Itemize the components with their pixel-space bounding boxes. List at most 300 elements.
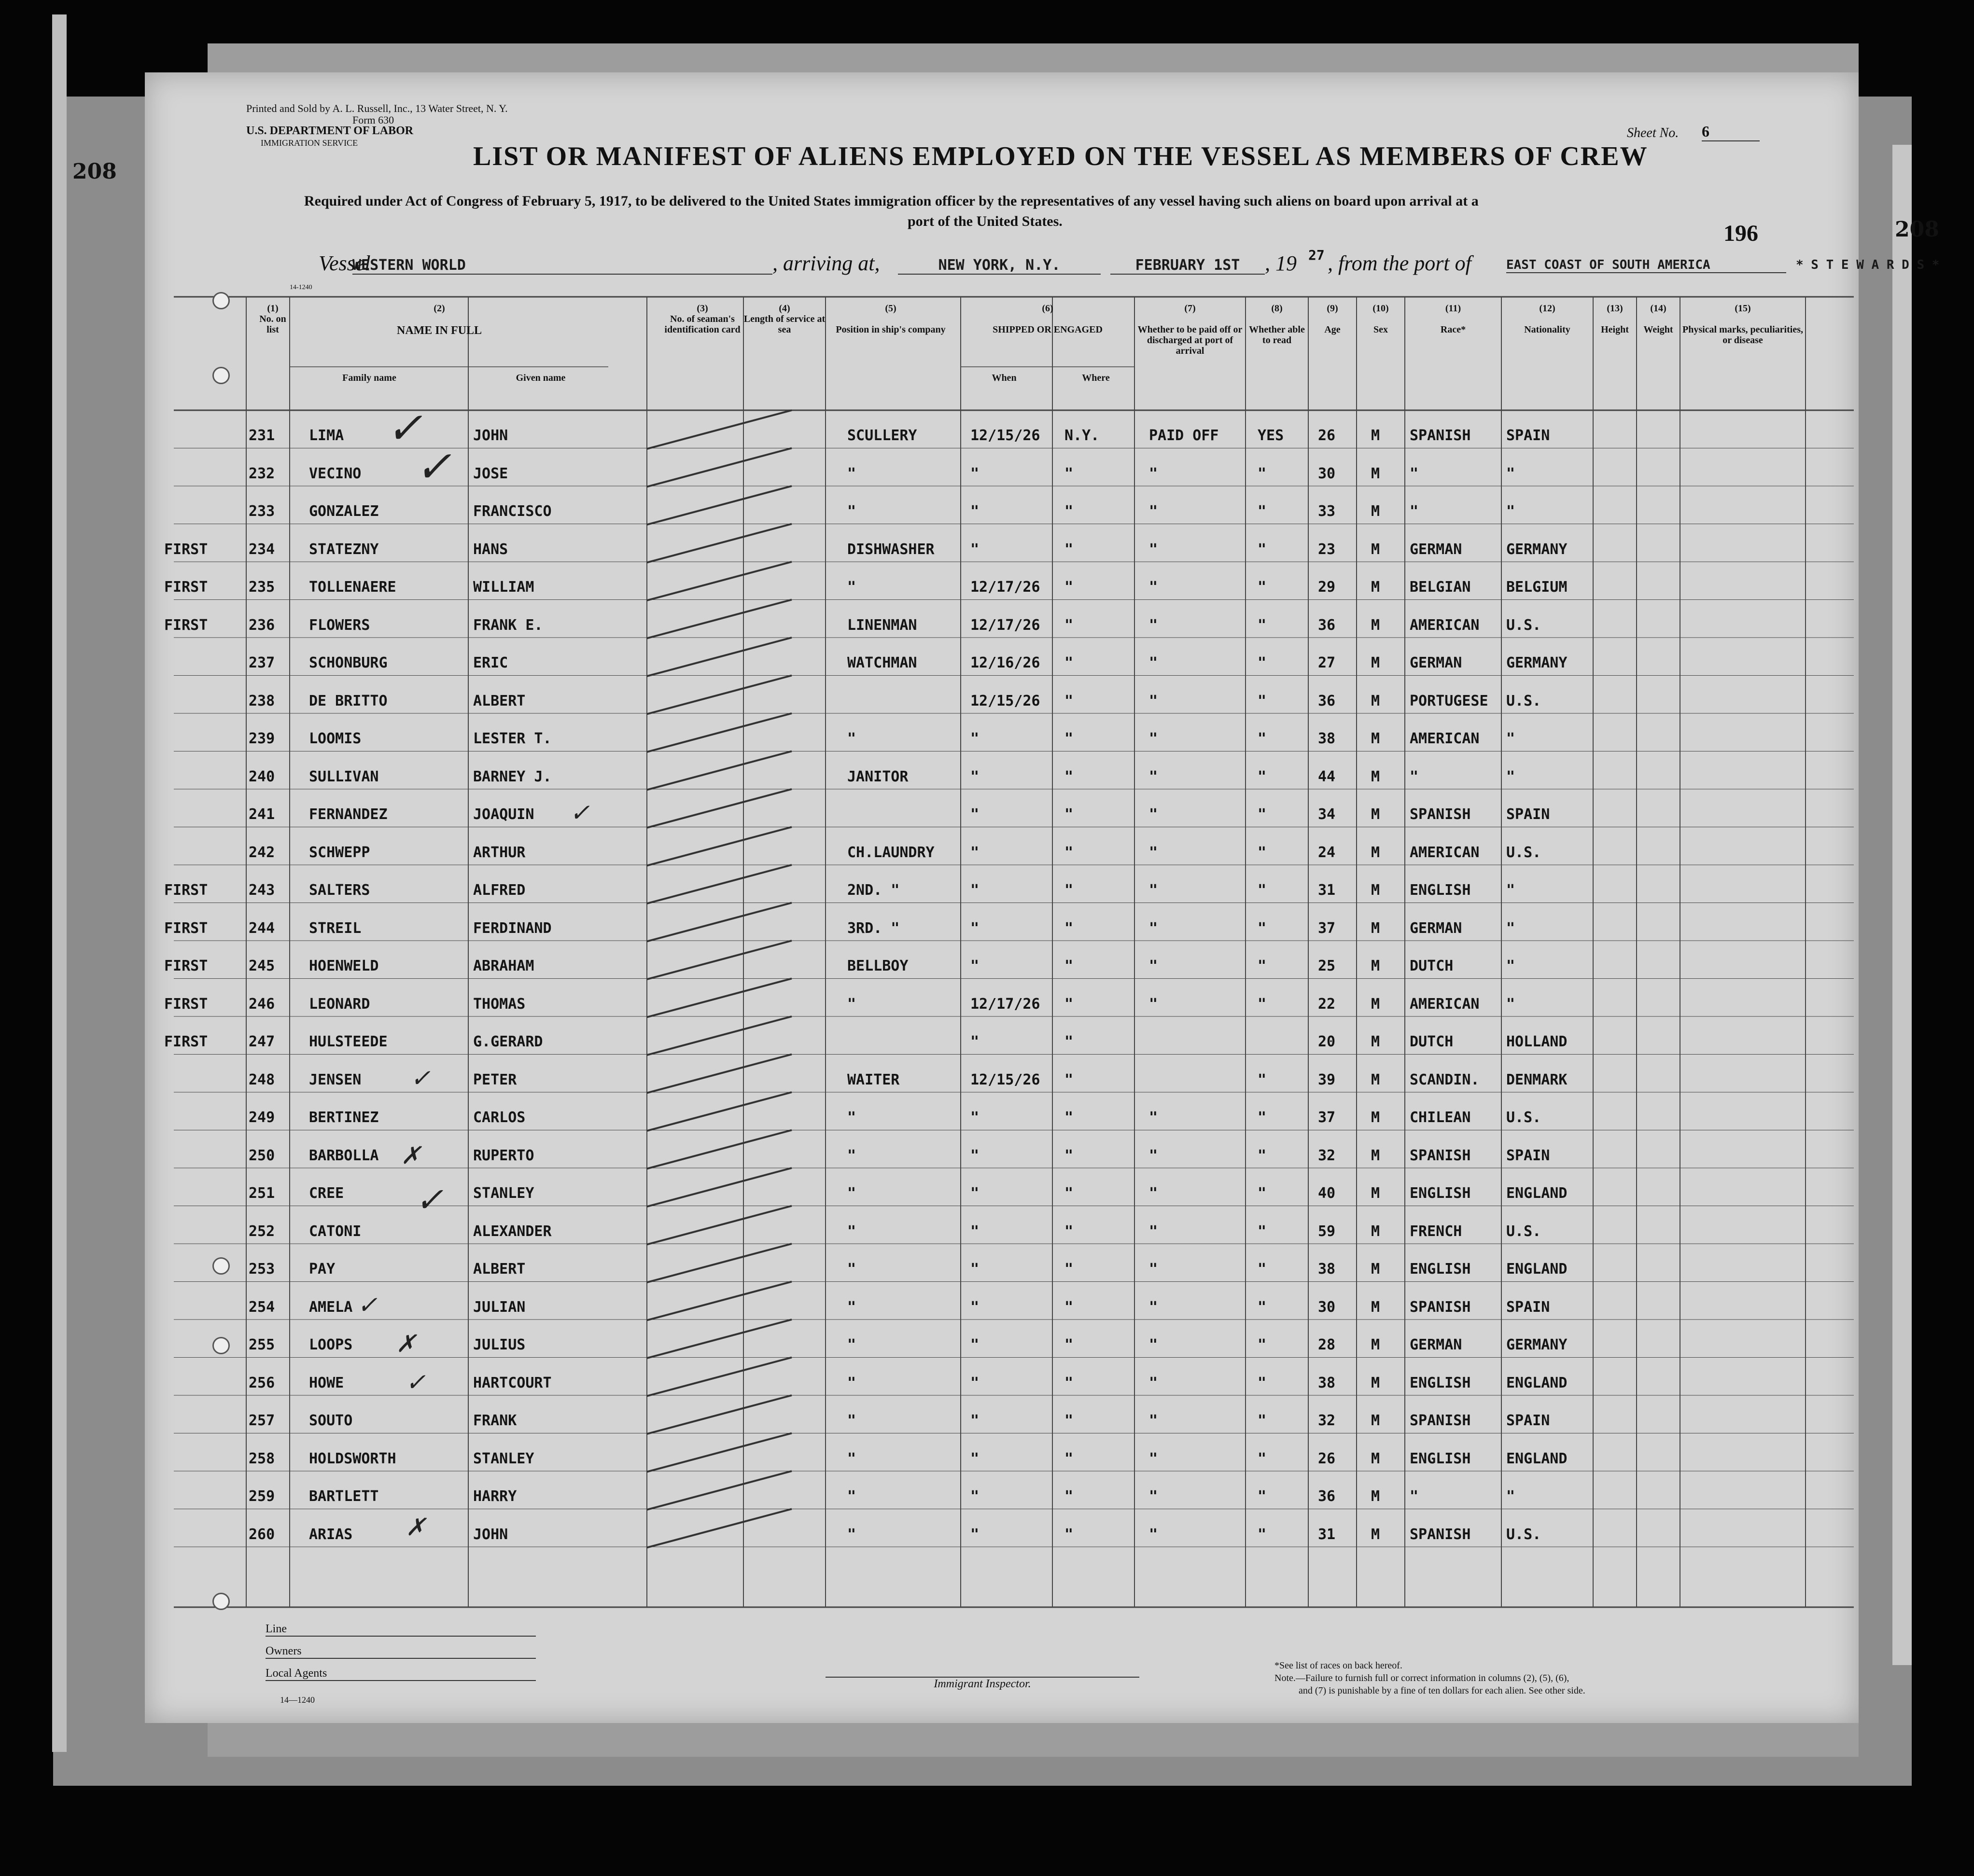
able-to-read-cell: " [1258, 958, 1267, 974]
pen-stroke-mark [647, 713, 792, 752]
shipped-where-cell: N.Y. [1064, 427, 1100, 444]
pen-stroke-mark [647, 1282, 792, 1320]
arrival-port: NEW YORK, N.Y. [898, 257, 1101, 275]
sex-cell: M [1371, 1526, 1380, 1543]
position-cell: " [847, 1298, 856, 1316]
age-cell: 32 [1318, 1147, 1336, 1164]
shipped-when-cell: " [970, 1412, 980, 1429]
shipped-when-cell: " [970, 1033, 980, 1050]
pen-stroke-mark [647, 410, 792, 449]
col-6-header: (6) SHIPPED OR ENGAGED [993, 303, 1103, 335]
age-cell: 59 [1318, 1223, 1336, 1240]
pen-stroke-mark [647, 1471, 792, 1510]
list-number-cell: 249 [249, 1109, 275, 1126]
family-name-cell: SOUTO [309, 1412, 353, 1429]
family-name-cell: ARIAS [309, 1526, 353, 1543]
given-name-cell: FRANK [473, 1412, 517, 1429]
list-number-cell: 254 [249, 1298, 275, 1316]
pen-stroke-mark [647, 1206, 792, 1245]
able-to-read-cell: " [1258, 1526, 1267, 1543]
race-cell: SPANISH [1410, 806, 1471, 823]
shipped-when-cell: " [970, 919, 980, 937]
when-header: When [992, 373, 1017, 383]
nationality-cell: SPAIN [1506, 1298, 1550, 1316]
shipped-where-cell: " [1064, 995, 1074, 1013]
given-name-header: Given name [516, 373, 566, 383]
family-name-cell: SCHWEPP [309, 844, 370, 861]
pen-stroke-mark [647, 1244, 792, 1282]
pen-stroke-mark [647, 979, 792, 1017]
able-to-read-cell: " [1258, 1450, 1267, 1467]
nationality-cell: GERMANY [1506, 541, 1568, 558]
department-tag: * S T E W A R D S * [1796, 258, 1940, 272]
able-to-read-cell: YES [1258, 427, 1284, 444]
list-number-cell: 231 [249, 427, 275, 444]
able-to-read-cell: " [1258, 579, 1267, 596]
paid-off-cell: " [1149, 844, 1158, 861]
pen-stroke-mark [647, 1055, 792, 1093]
age-cell: 28 [1318, 1336, 1336, 1353]
shipped-where-cell: " [1064, 1450, 1074, 1467]
sex-cell: M [1371, 1374, 1380, 1391]
col-13-header: (13) Height [1601, 303, 1629, 335]
nationality-cell: ENGLAND [1506, 1450, 1568, 1467]
nationality-cell: U.S. [1506, 1526, 1541, 1543]
given-name-cell: JOHN [473, 427, 508, 444]
sex-cell: M [1371, 1223, 1380, 1240]
right-edge-strip [1892, 145, 1912, 1665]
race-cell: ENGLISH [1410, 882, 1471, 899]
year-suffix: 27 [1308, 247, 1325, 263]
binder-hole-icon [212, 1593, 230, 1610]
sex-cell: M [1371, 1147, 1380, 1164]
able-to-read-cell: " [1258, 1185, 1267, 1202]
shipped-when-cell: 12/17/26 [970, 616, 1040, 634]
page-title: LIST OR MANIFEST OF ALIENS EMPLOYED ON THE VESSEL AS MEMBERS OF CREW [473, 141, 1648, 171]
list-number-cell: 253 [249, 1261, 275, 1278]
sex-cell: M [1371, 844, 1380, 861]
list-number-cell: 238 [249, 692, 275, 709]
paid-off-cell: " [1149, 919, 1158, 937]
paid-off-cell: " [1149, 1412, 1158, 1429]
paid-off-cell: " [1149, 806, 1158, 823]
age-cell: 33 [1318, 503, 1336, 520]
class-cell: FIRST [164, 579, 208, 596]
nationality-cell: " [1506, 919, 1515, 937]
pen-stroke-mark [647, 524, 792, 563]
shipped-when-cell: 12/17/26 [970, 579, 1040, 596]
shipped-where-cell: " [1064, 503, 1074, 520]
able-to-read-cell: " [1258, 541, 1267, 558]
footer-note-races: *See list of races on back hereof. [1274, 1660, 1402, 1671]
paid-off-cell: " [1149, 768, 1158, 785]
list-number-cell: 237 [249, 654, 275, 671]
race-cell: SCANDIN. [1410, 1071, 1480, 1088]
family-name-cell: SULLIVAN [309, 768, 379, 785]
shipped-when-cell: 12/15/26 [970, 1071, 1040, 1088]
position-cell: " [847, 1185, 856, 1202]
race-cell: SPANISH [1410, 1147, 1471, 1164]
family-name-cell: SCHONBURG [309, 654, 388, 671]
given-name-cell: PETER [473, 1071, 517, 1088]
list-number-cell: 252 [249, 1223, 275, 1240]
service-label: IMMIGRATION SERVICE [261, 138, 358, 148]
nationality-cell: " [1506, 465, 1515, 482]
position-cell: 2ND. " [847, 882, 900, 899]
family-name-cell: PAY [309, 1261, 336, 1278]
able-to-read-cell: " [1258, 844, 1267, 861]
sex-cell: M [1371, 1033, 1380, 1050]
shipped-when-cell: 12/15/26 [970, 427, 1040, 444]
family-name-cell: SALTERS [309, 882, 370, 899]
sex-cell: M [1371, 616, 1380, 634]
shipped-where-cell: " [1064, 730, 1074, 747]
from-port-label: , from the port of [1328, 251, 1471, 275]
family-name-cell: LOOPS [309, 1336, 353, 1353]
paid-off-cell: " [1149, 1336, 1158, 1353]
list-number-cell: 239 [249, 730, 275, 747]
age-cell: 36 [1318, 616, 1336, 634]
shipped-when-cell: " [970, 882, 980, 899]
given-name-cell: FRANCISCO [473, 503, 552, 520]
able-to-read-cell: " [1258, 1336, 1267, 1353]
able-to-read-cell: " [1258, 882, 1267, 899]
family-name-cell: LOOMIS [309, 730, 362, 747]
family-name-cell: STATEZNY [309, 541, 379, 558]
department-label: U.S. DEPARTMENT OF LABOR [246, 125, 414, 137]
year-prefix: , 19 [1265, 251, 1297, 275]
footer-agents-label: Local Agents [266, 1667, 536, 1681]
list-number-cell: 243 [249, 882, 275, 899]
able-to-read-cell: " [1258, 654, 1267, 671]
race-cell: BELGIAN [1410, 579, 1471, 596]
shipped-when-cell: " [970, 730, 980, 747]
given-name-cell: STANLEY [473, 1185, 534, 1202]
paid-off-cell: " [1149, 882, 1158, 899]
race-cell: " [1410, 768, 1419, 785]
given-name-cell: ALFRED [473, 882, 526, 899]
sheet-number: 6 [1702, 123, 1760, 141]
given-name-cell: JOSE [473, 465, 508, 482]
pen-stroke-mark [647, 1168, 792, 1207]
paid-off-cell: " [1149, 579, 1158, 596]
age-cell: 20 [1318, 1033, 1336, 1050]
pen-stroke-mark [647, 638, 792, 676]
given-name-cell: ERIC [473, 654, 508, 671]
family-name-cell: TOLLENAERE [309, 579, 396, 596]
family-name-cell: HOWE [309, 1374, 344, 1391]
family-name-cell: FLOWERS [309, 616, 370, 634]
left-side-page-number: 208 [72, 159, 117, 184]
family-name-cell: GONZALEZ [309, 503, 379, 520]
able-to-read-cell: " [1258, 465, 1267, 482]
age-cell: 30 [1318, 465, 1336, 482]
list-number-cell: 233 [249, 503, 275, 520]
family-name-cell: HOENWELD [309, 958, 379, 974]
nationality-cell: BELGIUM [1506, 579, 1568, 596]
check-mark-icon: ✓ [570, 799, 590, 827]
age-cell: 38 [1318, 1374, 1336, 1391]
class-cell: FIRST [164, 616, 208, 634]
paid-off-cell: " [1149, 995, 1158, 1013]
shipped-where-cell: " [1064, 1261, 1074, 1278]
given-name-cell: ALBERT [473, 692, 526, 709]
able-to-read-cell: " [1258, 1223, 1267, 1240]
race-cell: FRENCH [1410, 1223, 1462, 1240]
list-number-cell: 259 [249, 1488, 275, 1505]
paid-off-cell: " [1149, 616, 1158, 634]
sex-cell: M [1371, 465, 1380, 482]
shipped-when-cell: " [970, 503, 980, 520]
position-cell: " [847, 503, 856, 520]
family-name-header: Family name [342, 373, 396, 383]
immigrant-inspector-label: Immigrant Inspector. [826, 1677, 1139, 1691]
family-name-cell: FERNANDEZ [309, 806, 388, 823]
shipped-when-cell: " [970, 768, 980, 785]
able-to-read-cell: " [1258, 1374, 1267, 1391]
shipped-where-cell: " [1064, 1185, 1074, 1202]
col-12-header: (12) Nationality [1524, 303, 1570, 335]
nationality-cell: ENGLAND [1506, 1261, 1568, 1278]
paid-off-cell: " [1149, 1185, 1158, 1202]
shipped-when-cell: " [970, 1261, 980, 1278]
col-14-header: (14) Weight [1643, 303, 1673, 335]
race-cell: GERMAN [1410, 541, 1462, 558]
paid-off-cell: " [1149, 1147, 1158, 1164]
shipped-where-cell: " [1064, 465, 1074, 482]
nationality-cell: U.S. [1506, 1223, 1541, 1240]
shipped-where-cell: " [1064, 1336, 1074, 1353]
vessel-label: Vessel [319, 251, 371, 275]
shipped-where-cell: " [1064, 919, 1074, 937]
nationality-cell: " [1506, 1488, 1515, 1505]
check-mark-icon: ✓ [415, 1180, 444, 1220]
sex-cell: M [1371, 503, 1380, 520]
pen-stroke-mark [647, 600, 792, 639]
nationality-cell: HOLLAND [1506, 1033, 1568, 1050]
shipped-when-cell: " [970, 1336, 980, 1353]
shipped-where-cell: " [1064, 1488, 1074, 1505]
able-to-read-cell: " [1258, 768, 1267, 785]
position-cell: " [847, 1109, 856, 1126]
race-cell: ENGLISH [1410, 1261, 1471, 1278]
nationality-cell: SPAIN [1506, 806, 1550, 823]
binder-hole-icon [212, 292, 230, 309]
pen-stroke-mark [647, 1092, 792, 1131]
age-cell: 26 [1318, 1450, 1336, 1467]
paid-off-cell: " [1149, 654, 1158, 671]
list-number-cell: 258 [249, 1450, 275, 1467]
race-cell: AMERICAN [1410, 995, 1480, 1013]
list-number-cell: 256 [249, 1374, 275, 1391]
family-name-cell: VECINO [309, 465, 362, 482]
col-5-header: (5) Position in ship's company [836, 303, 946, 335]
sex-cell: M [1371, 958, 1380, 974]
check-mark-icon: ✓ [406, 1368, 426, 1396]
race-cell: SPANISH [1410, 1298, 1471, 1316]
shipped-when-cell: " [970, 1109, 980, 1126]
position-cell: " [847, 1450, 856, 1467]
position-cell: " [847, 1261, 856, 1278]
age-cell: 40 [1318, 1185, 1336, 1202]
sex-cell: M [1371, 1071, 1380, 1088]
nationality-cell: ENGLAND [1506, 1185, 1568, 1202]
family-name-cell: BERTINEZ [309, 1109, 379, 1126]
sex-cell: M [1371, 1450, 1380, 1467]
check-mark-icon: ✓ [386, 403, 423, 454]
paid-off-cell: PAID OFF [1149, 427, 1219, 444]
pen-stroke-mark [647, 827, 792, 866]
nationality-cell: U.S. [1506, 844, 1541, 861]
col-11-header: (11) Race* [1440, 303, 1466, 335]
family-name-cell: DE BRITTO [309, 692, 388, 709]
list-number-cell: 236 [249, 616, 275, 634]
cross-mark-icon: ✗ [396, 1330, 416, 1358]
class-cell: FIRST [164, 541, 208, 558]
nationality-cell: DENMARK [1506, 1071, 1568, 1088]
paid-off-cell: " [1149, 503, 1158, 520]
paid-off-cell: " [1149, 1261, 1158, 1278]
race-cell: SPANISH [1410, 1526, 1471, 1543]
nationality-cell: " [1506, 995, 1515, 1013]
class-cell: FIRST [164, 919, 208, 937]
class-cell: FIRST [164, 1033, 208, 1050]
nationality-cell: U.S. [1506, 1109, 1541, 1126]
position-cell: BELLBOY [847, 958, 909, 974]
able-to-read-cell: " [1258, 1109, 1267, 1126]
shipped-when-cell: " [970, 1185, 980, 1202]
list-number-cell: 255 [249, 1336, 275, 1353]
shipped-where-cell: " [1064, 958, 1074, 974]
shipped-where-cell: " [1064, 1298, 1074, 1316]
act-text-line1: Required under Act of Congress of February 5, 1917, to be delivered to the United States immigration officer by the representatives of any vessel having such aliens on board upon arrival at a [304, 193, 1479, 209]
form-code: 14-1240 [290, 284, 312, 291]
shipped-where-cell: " [1064, 579, 1074, 596]
given-name-cell: JOAQUIN [473, 806, 534, 823]
age-cell: 23 [1318, 541, 1336, 558]
shipped-where-cell: " [1064, 844, 1074, 861]
position-cell: " [847, 1336, 856, 1353]
position-cell: " [847, 995, 856, 1013]
pen-stroke-mark [647, 1016, 792, 1055]
race-cell: GERMAN [1410, 1336, 1462, 1353]
able-to-read-cell: " [1258, 730, 1267, 747]
paid-off-cell: " [1149, 1374, 1158, 1391]
given-name-cell: THOMAS [473, 995, 526, 1013]
paid-off-cell: " [1149, 541, 1158, 558]
position-cell: " [847, 1147, 856, 1164]
paid-off-cell: " [1149, 692, 1158, 709]
pen-stroke-mark [647, 562, 792, 600]
able-to-read-cell: " [1258, 1261, 1267, 1278]
shipped-when-cell: " [970, 1298, 980, 1316]
given-name-cell: HANS [473, 541, 508, 558]
sex-cell: M [1371, 427, 1380, 444]
given-name-cell: ALEXANDER [473, 1223, 552, 1240]
position-cell: " [847, 1374, 856, 1391]
footer-owners-label: Owners [266, 1645, 536, 1659]
pen-stroke-mark [647, 1130, 792, 1169]
list-number-cell: 251 [249, 1185, 275, 1202]
list-number-cell: 247 [249, 1033, 275, 1050]
sex-cell: M [1371, 1412, 1380, 1429]
paid-off-cell: " [1149, 1488, 1158, 1505]
shipped-when-cell: " [970, 541, 980, 558]
sex-cell: M [1371, 1488, 1380, 1505]
race-cell: ENGLISH [1410, 1185, 1471, 1202]
race-cell: " [1410, 465, 1419, 482]
able-to-read-cell: " [1258, 995, 1267, 1013]
given-name-cell: JOHN [473, 1526, 508, 1543]
right-side-page-number: 208 [1895, 217, 1939, 242]
footer-form-code: 14—1240 [280, 1695, 315, 1705]
arriving-label: , arriving at, [772, 251, 880, 275]
pen-stroke-mark [647, 941, 792, 979]
position-cell: LINENMAN [847, 616, 917, 634]
list-number-cell: 248 [249, 1071, 275, 1088]
family-name-cell: BARTLETT [309, 1488, 379, 1505]
paid-off-cell: " [1149, 465, 1158, 482]
col-3-header: (3) No. of seaman's identification card [664, 303, 741, 335]
able-to-read-cell: " [1258, 1298, 1267, 1316]
shipped-where-cell: " [1064, 1526, 1074, 1543]
sex-cell: M [1371, 882, 1380, 899]
given-name-cell: BARNEY J. [473, 768, 552, 785]
able-to-read-cell: " [1258, 806, 1267, 823]
race-cell: ENGLISH [1410, 1374, 1471, 1391]
paid-off-cell: " [1149, 1223, 1158, 1240]
age-cell: 31 [1318, 1526, 1336, 1543]
nationality-cell: " [1506, 882, 1515, 899]
shipped-when-cell: " [970, 1147, 980, 1164]
shipped-when-cell: " [970, 806, 980, 823]
where-header: Where [1082, 373, 1110, 383]
sex-cell: M [1371, 1185, 1380, 1202]
col-1-header: (1) No. on list [259, 303, 286, 335]
race-cell: DUTCH [1410, 958, 1454, 974]
age-cell: 25 [1318, 958, 1336, 974]
sex-cell: M [1371, 919, 1380, 937]
given-name-cell: STANLEY [473, 1450, 534, 1467]
left-edge-strip [52, 14, 67, 1752]
position-cell: " [847, 1412, 856, 1429]
check-mark-icon: ✓ [415, 442, 452, 492]
form-number: Form 630 [352, 114, 394, 126]
nationality-cell: GERMANY [1506, 1336, 1568, 1353]
pen-stroke-mark [647, 1509, 792, 1548]
family-name-cell: CATONI [309, 1223, 362, 1240]
list-number-cell: 250 [249, 1147, 275, 1164]
shipped-when-cell: 12/16/26 [970, 654, 1040, 671]
paid-off-cell: " [1149, 730, 1158, 747]
family-name-cell: BARBOLLA [309, 1147, 379, 1164]
shipped-when-cell: " [970, 1526, 980, 1543]
age-cell: 34 [1318, 806, 1336, 823]
position-cell: DISHWASHER [847, 541, 935, 558]
sex-cell: M [1371, 1109, 1380, 1126]
given-name-cell: JULIAN [473, 1298, 526, 1316]
nationality-cell: SPAIN [1506, 427, 1550, 444]
shipped-when-cell: 12/15/26 [970, 692, 1040, 709]
family-name-cell: JENSEN [309, 1071, 362, 1088]
page-number: 196 [1723, 221, 1758, 246]
act-text-line2: port of the United States. [908, 213, 1063, 229]
shipped-where-cell: " [1064, 616, 1074, 634]
nationality-cell: " [1506, 958, 1515, 974]
shipped-where-cell: " [1064, 654, 1074, 671]
shipped-where-cell: " [1064, 1374, 1074, 1391]
shipped-where-cell: " [1064, 1147, 1074, 1164]
